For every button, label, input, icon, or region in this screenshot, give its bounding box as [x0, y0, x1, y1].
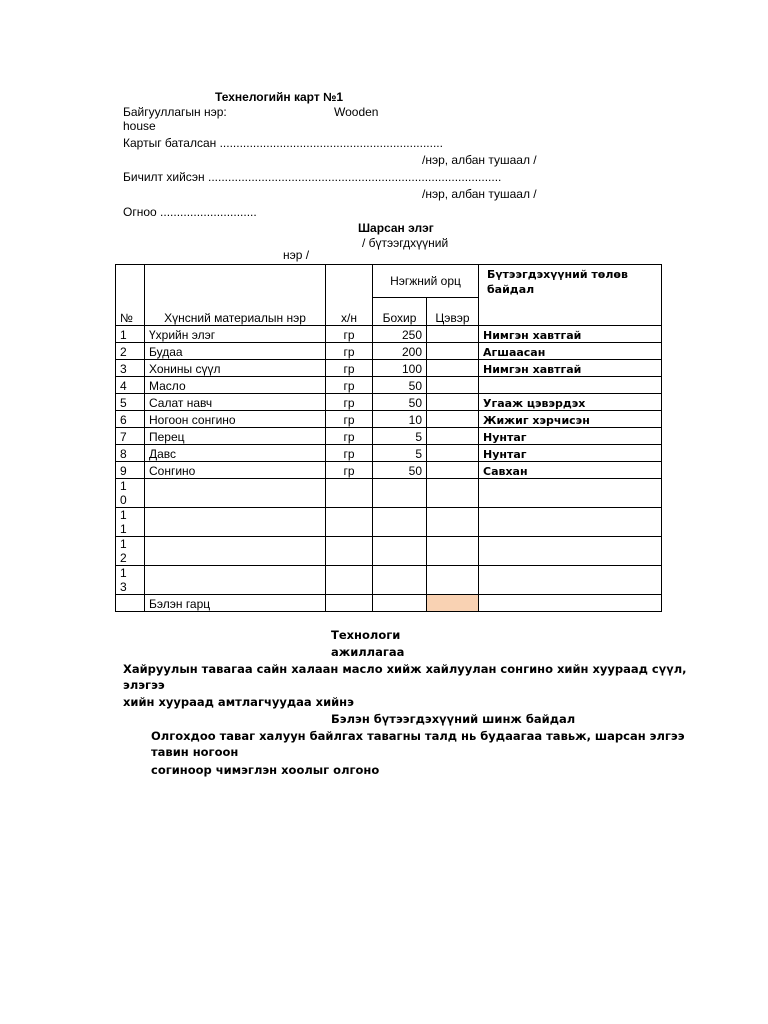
org-value-line1: Wooden [334, 105, 379, 119]
row-unit: гр [326, 326, 373, 343]
row-name: Үхрийн элэг [145, 326, 326, 343]
product-subtitle-2: нэр / [283, 248, 310, 262]
total-label: Бэлэн гарц [145, 595, 326, 612]
product-name: Шарсан элэг [358, 221, 434, 235]
row-clean [427, 343, 479, 360]
row-note: Нунтаг [479, 428, 662, 445]
ready-line-3: согиноор чимэглэн хоолыг олгоно [151, 763, 380, 777]
header-clean: Цэвэр [427, 298, 479, 326]
table-row [116, 428, 662, 445]
row-no: 3 [116, 360, 145, 377]
row-note [479, 377, 662, 394]
table-row [116, 326, 662, 343]
header-norm: Нэгжний орц [373, 265, 479, 298]
row-unit: гр [326, 360, 373, 377]
row-no: 9 [116, 462, 145, 479]
card-title: Технелогийн карт №1 [215, 90, 344, 104]
row-dirty: 10 [373, 411, 427, 428]
written-subtitle: /нэр, албан тушаал / [422, 187, 537, 201]
header-no: № [116, 265, 145, 326]
row-name: Перец [145, 428, 326, 445]
row-dirty: 5 [373, 428, 427, 445]
row-no: 5 [116, 394, 145, 411]
approved-line: Картыг баталсан ................................................................... [123, 136, 443, 150]
row-unit: гр [326, 343, 373, 360]
row-unit: гр [326, 377, 373, 394]
row-no: 4 [116, 377, 145, 394]
header-prep: Бүтээгдэхүүний төлөв байдал [479, 265, 662, 326]
row-note: Нимгэн хавтгай [479, 326, 662, 343]
table-total-row [116, 595, 662, 612]
row-name: Давс [145, 445, 326, 462]
row-dirty: 200 [373, 343, 427, 360]
row-name: Масло [145, 377, 326, 394]
table-row-empty [116, 566, 662, 595]
technology-title-2: ажиллагаа [331, 645, 405, 659]
row-name: Сонгино [145, 462, 326, 479]
row-note: Нимгэн хавтгай [479, 360, 662, 377]
row-unit: гр [326, 462, 373, 479]
row-dirty: 50 [373, 377, 427, 394]
row-no: 7 [116, 428, 145, 445]
ready-line-1: Олгохдоо таваг халуун байлгах тавагны талд нь будаагаа тавьж, шарсан элгээ [151, 729, 685, 743]
row-name: Хонины сүүл [145, 360, 326, 377]
table-row-empty [116, 508, 662, 537]
table-row [116, 394, 662, 411]
row-clean [427, 428, 479, 445]
ready-line-2: тавин ногоон [151, 745, 239, 759]
org-label: Байгууллагын нэр: [123, 105, 227, 119]
row-no-stacked: 1 3 [116, 566, 145, 595]
row-unit: гр [326, 428, 373, 445]
row-dirty: 50 [373, 462, 427, 479]
technology-line-1: Хайруулын тавагаа сайн халаан масло хийж хайлуулан сонгино хийн хуураад сүүл, [123, 662, 687, 676]
row-note: Жижиг хэрчисэн [479, 411, 662, 428]
row-unit: гр [326, 445, 373, 462]
technology-line-3: хийн хуураад амтлагчуудаа хийнэ [123, 695, 354, 709]
row-no: 2 [116, 343, 145, 360]
row-name: Ногоон сонгино [145, 411, 326, 428]
total-clean-cell [427, 595, 479, 612]
table-row [116, 343, 662, 360]
header-material: Хүнсний материалын нэр [145, 265, 326, 326]
row-no: 8 [116, 445, 145, 462]
table-row [116, 445, 662, 462]
row-note: Нунтаг [479, 445, 662, 462]
row-name: Будаа [145, 343, 326, 360]
technology-title-1: Технологи [331, 628, 401, 642]
row-unit: гр [326, 394, 373, 411]
technology-line-2: элэгээ [123, 678, 165, 692]
row-note: Савхан [479, 462, 662, 479]
row-no-stacked: 1 0 [116, 479, 145, 508]
row-no-stacked: 1 1 [116, 508, 145, 537]
row-clean [427, 326, 479, 343]
row-name: Салат навч [145, 394, 326, 411]
table-row-empty [116, 479, 662, 508]
row-no-stacked: 1 2 [116, 537, 145, 566]
table-row [116, 462, 662, 479]
row-clean [427, 360, 479, 377]
row-clean [427, 445, 479, 462]
row-note: Угааж цэвэрдэх [479, 394, 662, 411]
row-dirty: 250 [373, 326, 427, 343]
table-row-empty [116, 537, 662, 566]
written-line: Бичилт хийсэн ........................................................................................ [123, 170, 502, 184]
table-row [116, 377, 662, 394]
row-clean [427, 394, 479, 411]
row-clean [427, 462, 479, 479]
row-clean [427, 377, 479, 394]
row-note: Агшаасан [479, 343, 662, 360]
approved-subtitle: /нэр, албан тушаал / [422, 153, 537, 167]
table-row [116, 360, 662, 377]
row-dirty: 50 [373, 394, 427, 411]
ingredient-table [115, 264, 662, 612]
table-row [116, 411, 662, 428]
header-unit: х/н [326, 265, 373, 326]
row-no: 6 [116, 411, 145, 428]
row-no: 1 [116, 326, 145, 343]
date-line: Огноо ............................. [123, 205, 257, 219]
ready-title: Бэлэн бүтээгдэхүүний шинж байдал [331, 712, 576, 726]
row-dirty: 100 [373, 360, 427, 377]
product-subtitle-1: / бүтээгдхүүний [362, 236, 449, 250]
org-value-line2: house [123, 119, 156, 133]
row-dirty: 5 [373, 445, 427, 462]
row-unit: гр [326, 411, 373, 428]
row-clean [427, 411, 479, 428]
header-dirty: Бохир [373, 298, 427, 326]
